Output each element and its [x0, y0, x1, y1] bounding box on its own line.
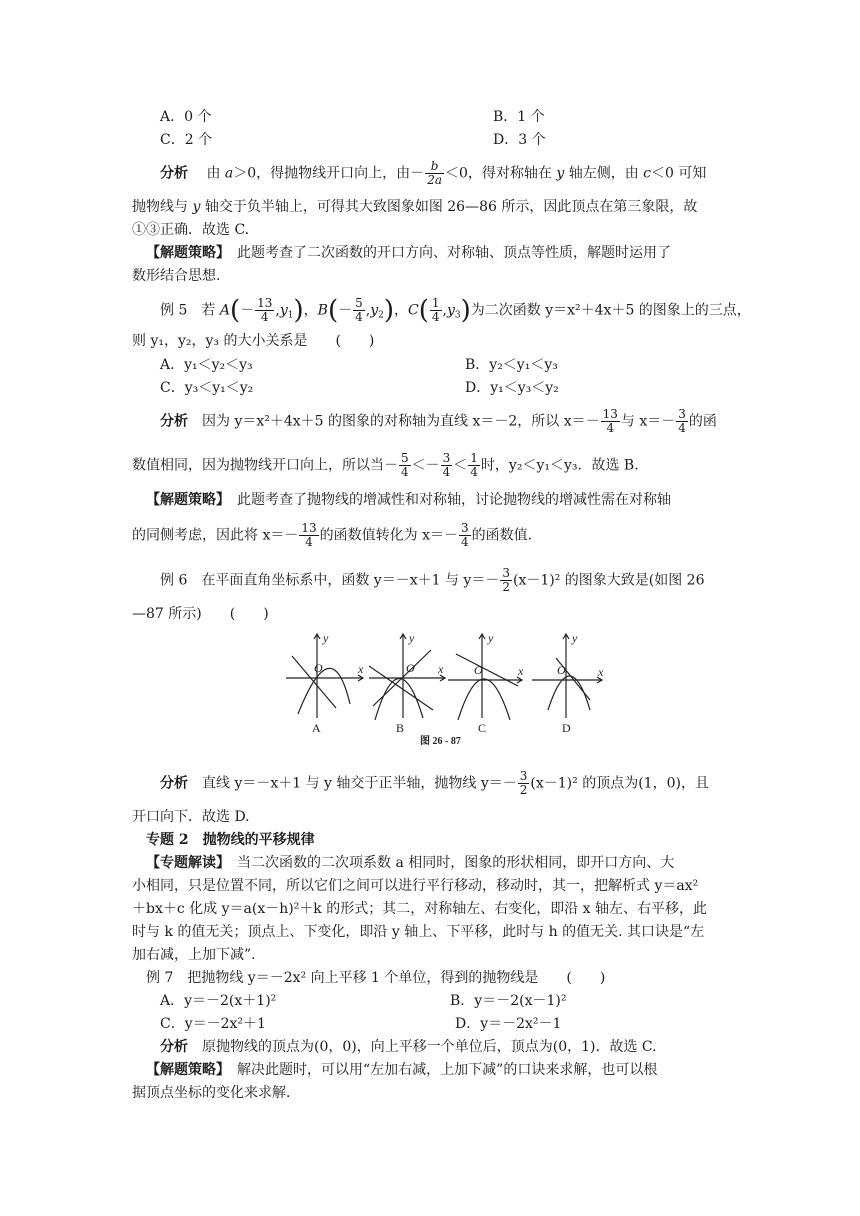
- graph-a: [286, 634, 363, 718]
- analysis-6-line-1: 分析 直线 y＝－x＋1 与 y 轴交于正半轴，抛物线 y＝－ $\frac{3}{2}$ (x－1)² 的顶点为(1，0)，且: [160, 769, 709, 797]
- analysis-5-line-2: 数值相同，因为抛物线开口向上，所以当－ $\frac{5}{4}$ ＜－ $\frac{3}{4}$ ＜ $\frac{1}{4}$ 时，y₂＜y₁＜y₃．故选 B.: [132, 451, 639, 479]
- y-axis-label: y: [409, 631, 415, 645]
- var-y: y: [556, 165, 565, 182]
- option-b: B．y₂＜y₁＜y₃: [465, 357, 558, 373]
- analysis-6-line-2: 开口向下．故选 D.: [132, 809, 250, 825]
- x-axis-label: x: [518, 664, 524, 678]
- option-c: C．y＝－2x²＋1: [160, 1016, 266, 1032]
- fraction: $\frac{b}{2a}$: [427, 159, 442, 187]
- var-a: a: [224, 165, 234, 182]
- panel-label-c: C: [478, 721, 487, 735]
- analysis-label: 分析: [160, 165, 188, 182]
- topic-reading-line-3: ＋bx＋c 化成 y＝a(x－h)²＋k 的形式；其二，对称轴左、右变化，即沿 x 轴左、右平移，此: [132, 901, 708, 917]
- graph-d: [532, 634, 602, 718]
- analysis-7: 分析 原抛物线的顶点为(0，0)，向上平移一个单位后，顶点为(0，1)．故选 C.: [160, 1039, 657, 1055]
- text: ＜0 可知: [651, 165, 707, 182]
- option-a: A．y₁＜y₂＜y₃: [160, 357, 253, 373]
- strategy-7-line-1: 【解题策略】 解决此题时，可以用“左加右减，上加下减”的口诀来求解，也可以根: [146, 1062, 658, 1078]
- option-a: A．0 个: [160, 109, 212, 125]
- origin-label: O: [314, 661, 323, 675]
- analysis-4-line-1: [160, 160, 706, 187]
- text: ＜0，得对称轴在: [444, 165, 557, 182]
- strategy-5-line-1: 【解题策略】 此题考查了抛物线的增减性和对称轴，讨论抛物线的增减性需在对称轴: [146, 492, 671, 508]
- y-axis-label: y: [572, 631, 578, 645]
- text: ＞0，得抛物线开口向上，由－: [233, 165, 425, 182]
- text: 由: [206, 165, 225, 182]
- graph-b: [369, 634, 445, 720]
- example-label: 例 5: [160, 302, 188, 319]
- y-axis-label: y: [323, 631, 329, 645]
- topic-reading-line-4: 时与 k 的值无关；顶点上、下变化，即沿 y 轴上、下平移，此时与 h 的值无关. 其口诀是“左: [132, 924, 705, 940]
- strategy-7-line-2: 据顶点坐标的变化来求解.: [132, 1085, 291, 1101]
- example-7: 例 7 把抛物线 y＝－2x² 向上平移 1 个单位，得到的抛物线是 ( ): [146, 970, 606, 986]
- topic-reading-line-5: 加右减，上加下减”.: [132, 947, 256, 963]
- origin-label: O: [406, 661, 415, 675]
- figure-26-87: [278, 628, 618, 746]
- x-axis-label: x: [438, 662, 444, 676]
- origin-label: O: [474, 663, 483, 677]
- y-axis-label: y: [488, 631, 494, 645]
- example-5-line-1: 例 5 若 A(－ $\frac{13}{4}$ $,y_1$)，B(－ $\frac{5}{4}$ $,y_2$)，C( $\frac{1}{4}$ $,y_3$)为二次函数 y＝x²＋4x＋5 的图象上的三点，: [160, 295, 751, 326]
- panel-label-a: A: [312, 721, 321, 735]
- strategy-5-line-2: 的同侧考虑，因此将 x＝－ $\frac{13}{4}$ 的函数值转化为 x＝－ $\frac{3}{4}$ 的函数值.: [132, 521, 533, 549]
- topic-2-title: 专题 2 抛物线的平移规律: [146, 832, 315, 848]
- topic-reading-line-1: 【专题解读】 当二次函数的二次项系数 a 相同时，图象的形状相同，即开口方向、大: [146, 855, 675, 871]
- analysis-4-line-3: ①③正确．故选 C.: [132, 222, 250, 238]
- text: 轴左侧，由: [564, 165, 644, 182]
- graph-c: [448, 634, 522, 720]
- option-d: D．y₁＜y₃＜y₂: [465, 380, 559, 396]
- example-6-line-1: 例 6 在平面直角坐标系中，函数 y＝－x＋1 与 y＝－ $\frac{3}{2}$ (x－1)² 的图象大致是(如图 26: [160, 566, 705, 594]
- figure-caption: 图 26 - 87: [420, 736, 461, 746]
- example-5-line-2: 则 y₁，y₂，y₃ 的大小关系是 ( ): [132, 333, 375, 349]
- topic-reading-line-2: 小相同，只是位置不同，所以它们之间可以进行平行移动，移动时，其一，把解析式 y＝ax²: [132, 878, 699, 894]
- x-axis-label: x: [358, 662, 364, 676]
- example-6-line-2: —87 所示) ( ): [132, 606, 269, 622]
- panel-label-d: D: [562, 721, 571, 735]
- x-axis-label: x: [598, 665, 604, 679]
- analysis-4-line-2: 抛物线与 y 轴交于负半轴上，可得其大致图象如图 26—86 所示，因此顶点在第三象限，故: [132, 199, 698, 215]
- strategy-label: 【解题策略】: [146, 245, 223, 261]
- option-a: A．y＝－2(x＋1)²: [160, 993, 277, 1009]
- origin-label: O: [557, 663, 566, 677]
- strategy-4-line-1: 【解题策略】 此题考查了二次函数的开口方向、对称轴、顶点等性质，解题时运用了: [146, 245, 671, 261]
- analysis-5-line-1: 分析 因为 y＝x²＋4x＋5 的图象的对称轴为直线 x＝－2，所以 x＝－ $\frac{13}{4}$ 与 x＝－ $\frac{3}{4}$ 的函: [160, 407, 717, 435]
- option-c: C．2 个: [160, 132, 213, 148]
- option-c: C．y₃＜y₁＜y₂: [160, 380, 254, 396]
- option-b: B．y＝－2(x－1)²: [450, 993, 567, 1009]
- var-c: c: [643, 165, 652, 182]
- option-d: D．y＝－2x²－1: [455, 1016, 562, 1032]
- option-b: B．1 个: [493, 109, 545, 125]
- option-d: D．3 个: [493, 132, 546, 148]
- strategy-4-line-2: 数形结合思想.: [132, 268, 221, 284]
- panel-label-b: B: [396, 721, 405, 735]
